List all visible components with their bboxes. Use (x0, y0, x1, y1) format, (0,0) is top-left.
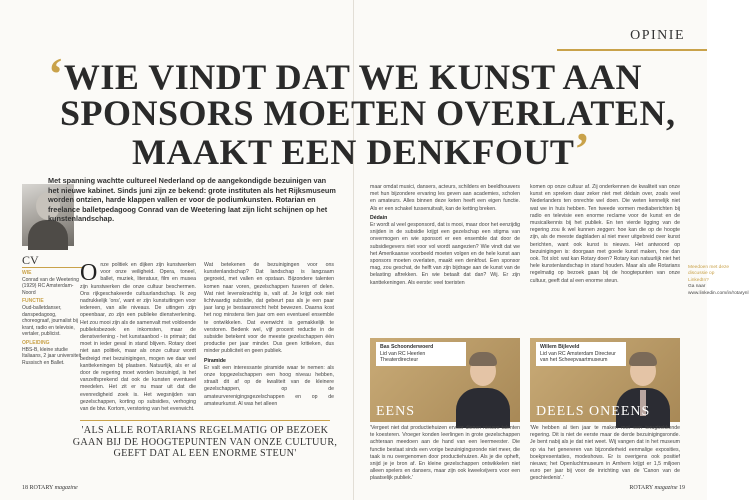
article-column-2 (204, 262, 334, 408)
linkedin-note-link[interactable]: Ga naar www.linkedin.com/in/rotarynl (688, 284, 749, 296)
debate-name-right: Willem Bijleveld (540, 344, 580, 350)
article-column-3 (370, 184, 520, 287)
page-number-left: 18 (22, 485, 28, 491)
linkedin-note-heading: Meedoen met deze discussie op LinkedIn? (688, 265, 730, 283)
closing-quote-mark: ’ (574, 123, 591, 174)
headline-line-3 (48, 123, 668, 174)
footer-magazine-left: magazine (54, 485, 78, 491)
headline-text-3: MAAKT EEN DENKFOUT (132, 132, 575, 172)
article-column-2-text: Wat betekenen de bezuinigingen voor ons kunstenlandschap? Dat landschap is langzaam gegroeid, met vallen en opstaan. Bijzondere talenten komen naar voren, gezelschappen fuseren of delen. Wat niet levenskrachtig is, valt af. Je krijgt ook niet lichtvaardig subsidie, dat gebeurt pas als je een paar jaar lang je bestaansrecht hebt bewezen. Daarna kost het nog minstens tien jaar om een eventueel ensemble te ontwikkelen. Dat evenwicht is gemakkelijk te verstoren. Bedenk wel, vijf procent reductie in de subsidie betekent voor de meeste gezelschappen één productie per jaar minder. Dus geen kritieken, dus minder publiciteit en geen publiek. (204, 262, 334, 355)
footer-brand-left: ROTARY (29, 485, 54, 491)
article-column-4-text: komen op onze cultuur af. Zij onderkennen de kwaliteit van onze kunst en spreken daar zeker niet met dédain over, zoals veel Nederlanders ten onrechte wel doen. Die weten kennelijk niet wat we in huis hebben. Ten tweede vormen mediaberichten bij radio en televisie een enorme reclame voor de kunst en de musicalkennis bij het publiek. En ten vierde ligging van de regering zou ik wel kunnen zeggen: hoe kan die op de hoogte zijn, als de meeste dagbladen al niet meer uitgebreid over kunst berichten, want ook kunst is nieuws. Het antwoord op bezuinigingen is: doorgaan met goede kunst maken, hoe dan ook. Tot slot: wat kan Rotary doen? Rotary kan natuurlijk niet het hele kunstenlandschap in stand houden. Maar als alle Rotarians regelmatig op bezoek gaan bij de hoogtepunten van onze cultuur, geeft dat al een enorme steun. (530, 184, 680, 284)
cv-text-wie: Conrad van de Weetering (1929) RC Amsterdam-Noord (22, 276, 79, 296)
drop-cap: O (80, 260, 98, 286)
opening-quote-mark: ‘ (48, 48, 64, 99)
cv-text-functie: Oud-balletdanser, danspedagoog, choreograaf, journalist bij krant, radio en televisie, vertaler, publicist. (22, 304, 78, 338)
author-photo-body (28, 220, 68, 250)
person-hair (629, 352, 657, 366)
debate-panel-eens (370, 338, 520, 422)
person-hair (469, 352, 497, 366)
section-tag: OPINIE (630, 28, 685, 43)
debate-panel-deels-oneens (530, 338, 680, 422)
footer-right (629, 485, 685, 491)
article-column-1-text: nze politiek en dijken zijn kunstwerken voor onze veiligheid. Opera, toneel, ballet, muziek, literatuur, film en musea zijn kunstwerken die onze cultuur beschermen. Ons rijkgeschakeerde cultuurlandschap. Ik zeg nadrukkelijk 'ons', want er zijn kunstuitingen voor iedereen, van alle niveaus. De uitingen zijn opeenbaar, zo zijn een publieke dienstverlening. Het zou mooi zijn als de samenvalt met voldoende publieksbezoek en inkomsten, maar de dienstverlening - het kunstaanbod - is primair; dat moet in ieder geval in stand blijven. Rotary doet niet aan politiek, maar als onze cultuur wordt bedreigd met bezuinigingen, mogen we daar wel kanttekeningen bij plaatsen. Natuurlijk, als er al door de regering moet worden bezuinigd, is het vanzelfsprekend dat ook de kunsten eventueel meedelen. Het zit er nu maar uit dat die evenredigheid zoek is. Het wegsnijden van gezelschappen, korting op subsidies, verhoging van de btw. Kortom, verstoring van het evenwicht. (80, 262, 196, 413)
cv-text-opleiding: HBS-B, kleine studie Italiaans, 2 jaar universiteit Russisch en Ballet. (22, 346, 82, 366)
footer-brand-right: ROTARY (629, 485, 653, 491)
cv-label-wie: WIE (22, 270, 32, 276)
pullquote: 'ALS ALLE ROTARIANS REGELMATIG OP BEZOEK GAAN BIJ DE HOOGTEPUNTEN VAN ONZE CULTUUR, GEEFT DAT AL EEN ENORME STEUN' (72, 425, 338, 460)
subhead-dedain: Dédain (370, 214, 388, 221)
cv-label-functie: FUNCTIE (22, 298, 44, 305)
article-column-2-text-2: Er valt een interessante piramide waar te nemen: als onze topgezelschappen een hoog niveau hebben, straalt dit af op de kwaliteit van de kleinere gezelschappen, op de amateurverenigingsgezelschappen en op de amateurkunst. Al was het alleen (204, 364, 334, 407)
debate-role-left: Lid van RC Heerlen Theaterdirecteur (380, 350, 426, 364)
cv-label-opleiding: OPLEIDING (22, 339, 50, 346)
debate-name-left: Bas Schoonderwoerd (380, 344, 434, 350)
article-column-3-text: maar omdat musici, dansers, acteurs, schilders en beeldhouwers met hun bijzondere ervaring les geven aan academies, scholen en amateurs. Alles binnen deze keten heeft een eigen functie. Als er een schakel tussenuitvalt, kan de ketting breken. (370, 184, 520, 212)
footer-left (22, 485, 78, 491)
opinion-deels-oneens-text: 'We hebben al tien jaar te maken met een terugtrekkende regering. Dit is niet de eerste maar de derde bezuinigingsronde. Je bent nabij als je dat niet weet. Wij vangen dat in het museum op via het genereren van bijzonderheid eenmalige exposities, boekpresentaties, modeshows. Er is overigens ook positief nieuws; het Openluchtmuseum in Arnhem krijgt er 1,5 miljoen euro per jaar bij voor de inrichting van de 'Canon van de geschiedenis'.' (530, 425, 680, 482)
headline-line-2: SPONSORS MOETEN OVERLATEN, (60, 93, 676, 133)
headline-line-1 (48, 48, 668, 99)
verdict-deels-oneens: DEELS ONEENS (536, 404, 651, 419)
verdict-eens: EENS (376, 404, 415, 419)
page-number-right: 19 (679, 485, 685, 491)
cv-box (22, 253, 84, 366)
pullquote-rule (80, 420, 330, 421)
cv-title: CV (22, 253, 84, 268)
headline-text-1: WIE VINDT DAT WE KUNST AAN (63, 57, 642, 97)
person-body (456, 388, 510, 428)
section-rule (557, 49, 707, 51)
article-column-1 (80, 262, 196, 413)
article-column-4 (530, 184, 680, 285)
debate-caption-right (536, 342, 626, 366)
opinion-eens-text: 'Vergeet niet dat productiehuizen ervoor dienen nieuwe talenten te koesteren. Vroeger konden leerlingen in grote gezelschappen achteraan meedoen aan de hand van een leermeester. Die functie bestaat sinds een vorige bezuinigingsronde niet meer, die taak is nu overgenomen door productiehuizen. Als je die opheft, snijd je je bron af. En kleine gezelschappen ontwikkelen niet alleen spelers en dansers, maar zijn ook kweekvijvers voor een plaatselijk publiek.' (370, 425, 520, 482)
debate-caption-left (376, 342, 466, 366)
linkedin-note (688, 265, 749, 297)
intro-paragraph: Met spanning wachtte cultureel Nederland op de aangekondigde bezuinigen van het nieuwe kabinet. Sinds juni zijn ze bekend: grote instituten als het Rijksmuseum worden ontzien, harde klappen vallen er voor de podiumkunsten. Rotarian en freelance balletpedagoog Conrad van de Weetering laat zijn licht schijnen op het kunstenlandschap. (48, 176, 336, 224)
article-column-3-text-2: Er wordt al veel gesponsord, dat is mooi, maar door het eenzijdig snijden in de subsidie krijgt een gezelschap een stigma van onvermogen en wie sponsort er een ensemble dat door de subsidiegevers niet voor vol wordt aangezien? Wie vindt dat we het Amerikaanse voorbeeld moeten volgen en de hele kunst aan sponsors moeten overlaten, maakt een denkfout. Een sponsor mag, zou geschat, de helft van zijn bijdrage aan de kunst van de belasting aftrekken. En wie betaalt dat dan? Wij. Er zijn kanttekeningen. Als eerste: veel toeristen (370, 222, 520, 286)
footer-magazine-right: magazine (654, 485, 678, 491)
headline (48, 48, 676, 174)
subhead-piramide: Piramide (204, 357, 226, 364)
debate-role-right: Lid van RC Amsterdam Directeur van het Scheepvaartmuseum (540, 350, 616, 364)
